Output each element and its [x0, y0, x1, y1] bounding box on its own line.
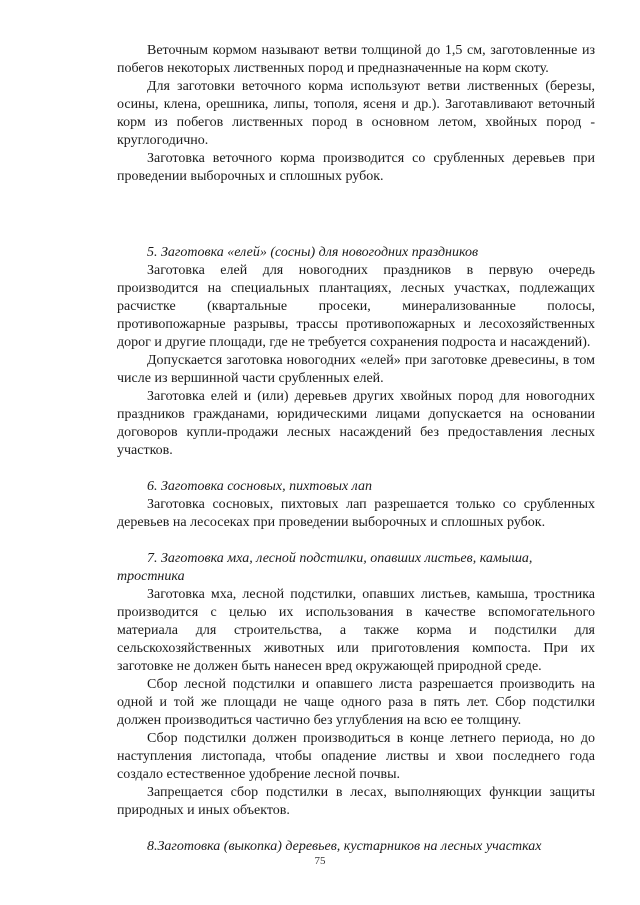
intro-paragraph-2: Для заготовки веточного корма используют ветви лиственных (березы, осины, клена, орешника, липы, тополя, ясеня и др.). Заготавливают веточный корм из побегов лиственных пород в основном летом, хвойных пород - круглогодично. [117, 79, 595, 148]
section-7-paragraph-1: Заготовка мха, лесной подстилки, опавших листьев, камыша, тростника производится с целью их использования в качестве вспомогательного материала для строительства, а также корма и подстилки для сельскохозяйственных животных или приготовления компоста. При их заготовке не должен быть нанесен вред окружающей природной среде. [117, 587, 595, 674]
page-content [117, 42, 595, 856]
page-number: 75 [314, 855, 326, 867]
section-6-heading: 6. Заготовка сосновых, пихтовых лап [147, 479, 372, 494]
section-7-paragraph-2: Сбор лесной подстилки и опавшего листа разрешается производить на одной и той же площади не чаще одного раза в пять лет. Сбор подстилки должен производиться частично без углубления на всю ее толщину. [117, 677, 595, 728]
section-7-paragraph-4: Запрещается сбор подстилки в лесах, выполняющих функции защиты природных и иных объектов. [117, 785, 595, 818]
section-5-paragraph-1: Заготовка елей для новогодних праздников в первую очередь производится на специальных плантациях, лесных участках, подлежащих расчистке (квартальные просеки, минерализованные полосы, противопожарные разрывы, трассы противопожарных и лесохозяйственных дорог и другие площади, где не требуется сохранения подроста и насаждений). [117, 263, 595, 350]
section-5-paragraph-2: Допускается заготовка новогодних «елей» при заготовке древесины, в том числе из вершинной части срубленных елей. [117, 353, 595, 386]
intro-paragraph-3: Заготовка веточного корма производится со срубленных деревьев при проведении выборочных и сплошных рубок. [117, 151, 595, 184]
section-7-paragraph-3: Сбор подстилки должен производиться в конце летнего периода, но до наступления листопада, чтобы опадение листвы и хвои последнего года создало естественное удобрение лесной почвы. [117, 731, 595, 782]
section-6-paragraph-1: Заготовка сосновых, пихтовых лап разрешается только со срубленных деревьев на лесосеках при проведении выборочных и сплошных рубок. [117, 497, 595, 530]
section-7-heading: 7. Заготовка мха, лесной подстилки, опавших листьев, камыша, тростника [117, 551, 533, 584]
section-5-paragraph-3: Заготовка елей и (или) деревьев других хвойных пород для новогодних праздников гражданами, юридическими лицами допускается на основании договоров купли-продажи лесных насаждений без предоставления лесных участков. [117, 389, 595, 458]
section-5-heading: 5. Заготовка «елей» (сосны) для новогодних праздников [147, 245, 479, 260]
intro-paragraph-1: Веточным кормом называют ветви толщиной до 1,5 см, заготовленные из побегов некоторых лиственных пород и предназначенные на корм скоту. [117, 43, 595, 76]
section-8-heading: 8.Заготовка (выкопка) деревьев, кустарников на лесных участках [147, 839, 542, 854]
